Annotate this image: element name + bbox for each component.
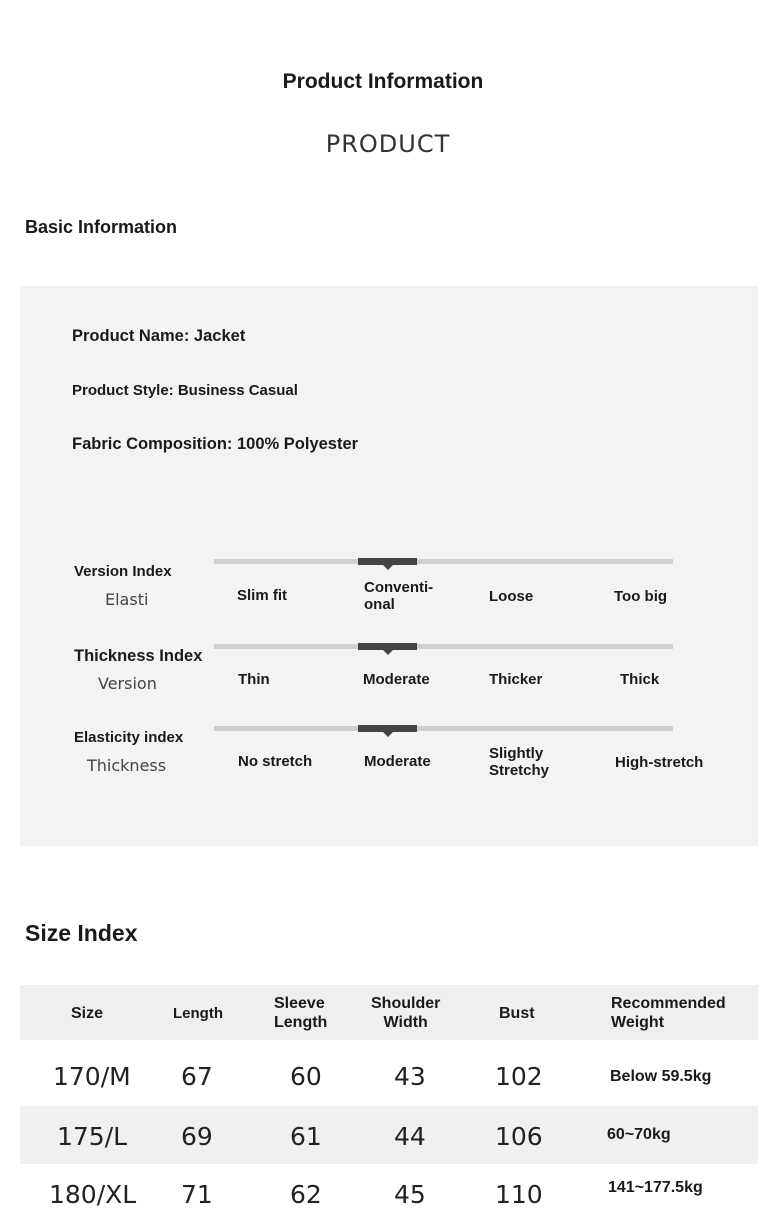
cell-bust: 102 bbox=[495, 1062, 543, 1091]
cell-length: 69 bbox=[181, 1122, 213, 1151]
page-title: Product Information bbox=[282, 70, 484, 93]
version-option-4: Too big bbox=[614, 588, 668, 605]
cell-length: 71 bbox=[181, 1180, 213, 1209]
elasticity-option-2: Moderate bbox=[364, 753, 431, 770]
table-row bbox=[20, 1048, 758, 1106]
cell-shoulder: 44 bbox=[394, 1122, 426, 1151]
page-subtitle: PRODUCT bbox=[325, 130, 451, 158]
cell-weight: Below 59.5kg bbox=[610, 1068, 712, 1085]
header-recommended-weight: Recommended Weight bbox=[611, 995, 726, 1031]
cell-weight: 60~70kg bbox=[607, 1126, 671, 1143]
version-index-marker bbox=[358, 558, 417, 565]
elasticity-option-3: Slightly Stretchy bbox=[489, 745, 550, 779]
size-table-header bbox=[20, 985, 758, 1040]
header-bust: Bust bbox=[499, 1005, 535, 1022]
size-index-heading: Size Index bbox=[25, 920, 138, 946]
elasticity-option-4: High-stretch bbox=[615, 754, 704, 771]
header-shoulder-width: Shoulder Width bbox=[371, 995, 441, 1031]
thickness-index-marker bbox=[358, 643, 417, 650]
thickness-index-sublabel: Version bbox=[98, 674, 157, 693]
table-row bbox=[20, 1164, 758, 1222]
thickness-option-1: Thin bbox=[238, 671, 270, 688]
cell-length: 67 bbox=[181, 1062, 213, 1091]
cell-size: 170/M bbox=[53, 1062, 131, 1091]
version-index-sublabel: Elasti bbox=[105, 590, 149, 609]
fabric-composition: Fabric Composition: 100% Polyester bbox=[72, 435, 359, 453]
cell-size: 175/L bbox=[57, 1122, 128, 1151]
thickness-index-label: Thickness Index bbox=[74, 647, 203, 665]
elasticity-option-1: No stretch bbox=[238, 753, 313, 770]
version-index-label: Version Index bbox=[74, 563, 172, 580]
header-size: Size bbox=[71, 1005, 104, 1022]
thickness-option-4: Thick bbox=[620, 671, 660, 688]
cell-shoulder: 43 bbox=[394, 1062, 426, 1091]
version-option-2: Conventi- onal bbox=[364, 579, 434, 613]
version-index-scale bbox=[214, 559, 673, 564]
product-name: Product Name: Jacket bbox=[72, 327, 246, 345]
cell-bust: 106 bbox=[495, 1122, 543, 1151]
elasticity-index-marker bbox=[358, 725, 417, 732]
elasticity-index-sublabel: Thickness bbox=[87, 756, 167, 775]
thickness-option-3: Thicker bbox=[489, 671, 543, 688]
product-style: Product Style: Business Casual bbox=[72, 382, 298, 399]
cell-weight: 141~177.5kg bbox=[608, 1179, 703, 1196]
elasticity-index-label: Elasticity index bbox=[74, 729, 184, 746]
cell-bust: 110 bbox=[495, 1180, 543, 1209]
cell-sleeve: 62 bbox=[290, 1180, 322, 1209]
header-length: Length bbox=[173, 1005, 223, 1022]
cell-size: 180/XL bbox=[49, 1180, 137, 1209]
cell-sleeve: 60 bbox=[290, 1062, 322, 1091]
table-row bbox=[20, 1106, 758, 1164]
version-option-3: Loose bbox=[489, 588, 534, 605]
cell-sleeve: 61 bbox=[290, 1122, 322, 1151]
thickness-option-2: Moderate bbox=[363, 671, 430, 688]
thickness-index-scale bbox=[214, 644, 673, 649]
elasticity-index-scale bbox=[214, 726, 673, 731]
version-option-1: Slim fit bbox=[237, 587, 288, 604]
header-sleeve-length: Sleeve Length bbox=[274, 995, 328, 1031]
cell-shoulder: 45 bbox=[394, 1180, 426, 1209]
basic-information-heading: Basic Information bbox=[25, 217, 178, 237]
